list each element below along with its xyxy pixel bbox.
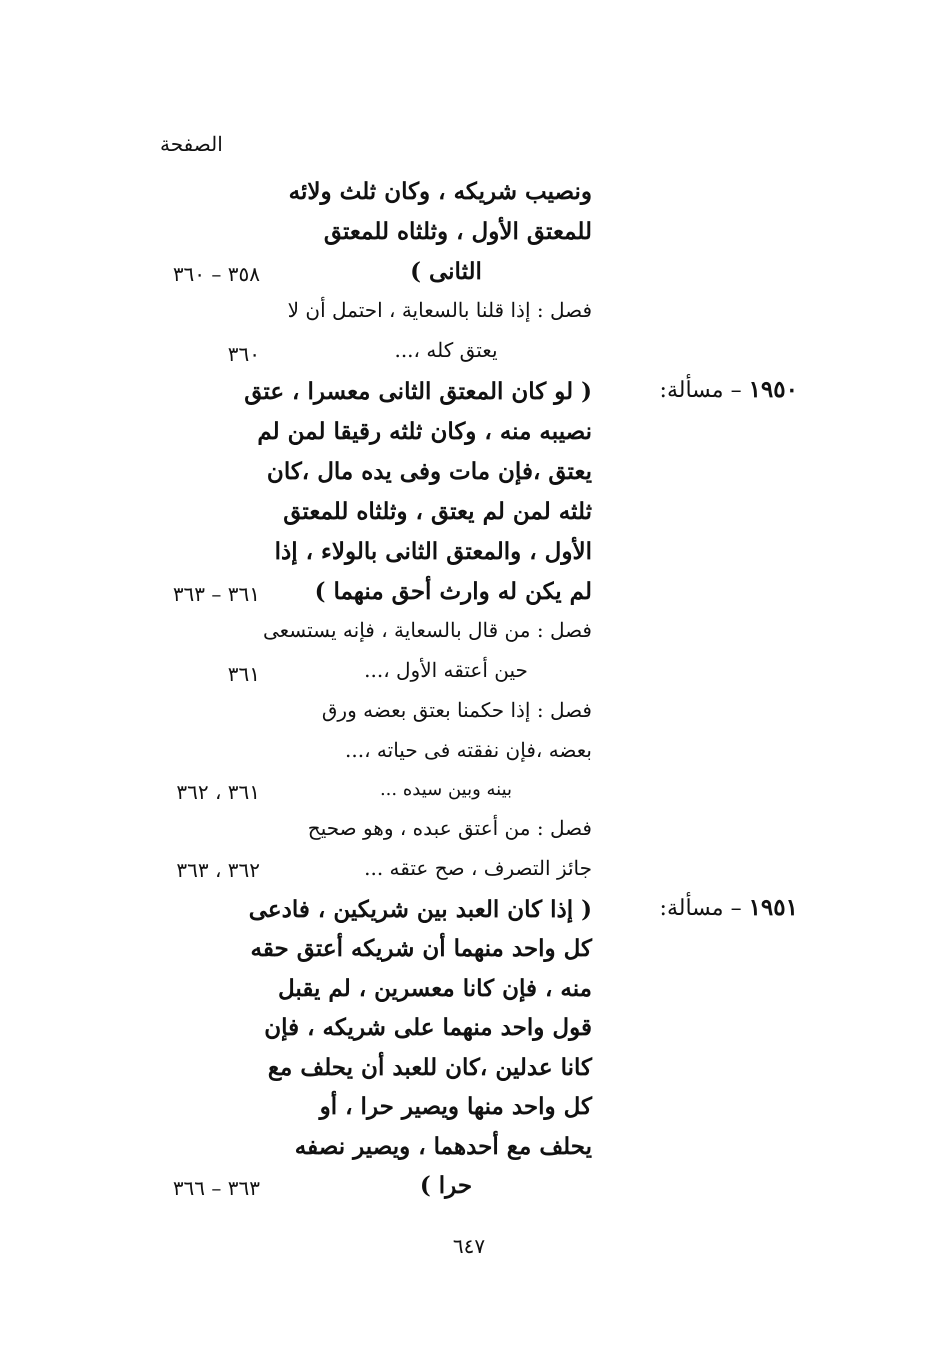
entry-line: يعتق ،فإن مات وفى يده مال ،كان [266,458,592,485]
page-range: ٣٦١ [227,662,260,686]
masala-label: – مسألة: [659,896,742,921]
entry-line: قول واحد منهما على شريكه ، فإن [264,1014,592,1041]
page-range: ٣٦١ – ٣٦٣ [172,582,260,606]
fasl-line: بينه وبين سيده ... [379,779,513,800]
masala-heading-1950 [660,376,798,403]
fasl-line: حين أعتقه الأول ،... [364,658,528,682]
entry-line: منه ، فإن كانا معسرين ، لم يقبل [278,975,592,1002]
page-column-header: الصفحة [160,132,223,156]
page-range: ٣٦١ ، ٣٦٢ [176,780,260,804]
fasl-line: فصل : إذا حكمنا بعتق بعضه ورق [321,698,592,722]
page-range: ٣٦٣ – ٣٦٦ [172,1176,260,1200]
fasl-line: فصل : من قال بالسعاية ، فإنه يستسعى [262,618,592,642]
entry-line: الثانى ) [410,258,482,285]
entry-line: ( لو كان المعتق الثانى معسرا ، عتق [244,378,592,405]
entry-line: للمعتق الأول ، وثلثاه للمعتق [323,218,592,245]
entry-line: الأول ، والمعتق الثانى بالولاء ، إذا [274,538,592,565]
masala-label: – مسألة: [659,378,742,403]
masala-number: ١٩٥١ [748,894,798,921]
entry-line: نصيبه منه ، وكان ثلثه رقيقا لمن لم [257,418,592,445]
page-range: ٣٥٨ – ٣٦٠ [172,262,260,286]
page-number: ٦٤٧ [452,1234,486,1258]
entry-line: يحلف مع أحدهما ، ويصير نصفه [294,1133,592,1160]
fasl-line: فصل : من أعتق عبده ، وهو صحيح [307,816,592,840]
fasl-line: بعضه ،فإن نفقته فى حياته ،... [345,738,592,762]
fasl-line: فصل : إذا قلنا بالسعاية ، احتمل أن لا [287,298,592,322]
entry-line: كانا عدلين ،كان للعبد أن يحلف مع [267,1054,592,1081]
page-range: ٣٦٠ [227,342,260,366]
entry-line: حرا ) [419,1172,473,1199]
entry-line: ( إذا كان العبد بين شريكين ، فادعى [248,896,592,923]
fasl-line: يعتق كله ،... [394,338,498,362]
masala-number: ١٩٥٠ [748,376,798,403]
fasl-line: جائز التصرف ، صح عتقه ... [364,856,592,880]
entry-line: ونصيب شريكه ، وكان ثلث ولائه [288,178,592,205]
entry-line: كل واحد منهما أن شريكه أعتق حقه [250,935,592,962]
masala-heading-1951 [660,894,798,921]
entry-line: ثلثه لمن لم يعتق ، وثلثاه للمعتق [283,498,592,525]
entry-line: لم يكن له وارث أحق منهما ) [314,578,592,605]
page-range: ٣٦٢ ، ٣٦٣ [176,858,260,882]
entry-line: كل واحد منها ويصير حرا ، أو [319,1093,592,1120]
